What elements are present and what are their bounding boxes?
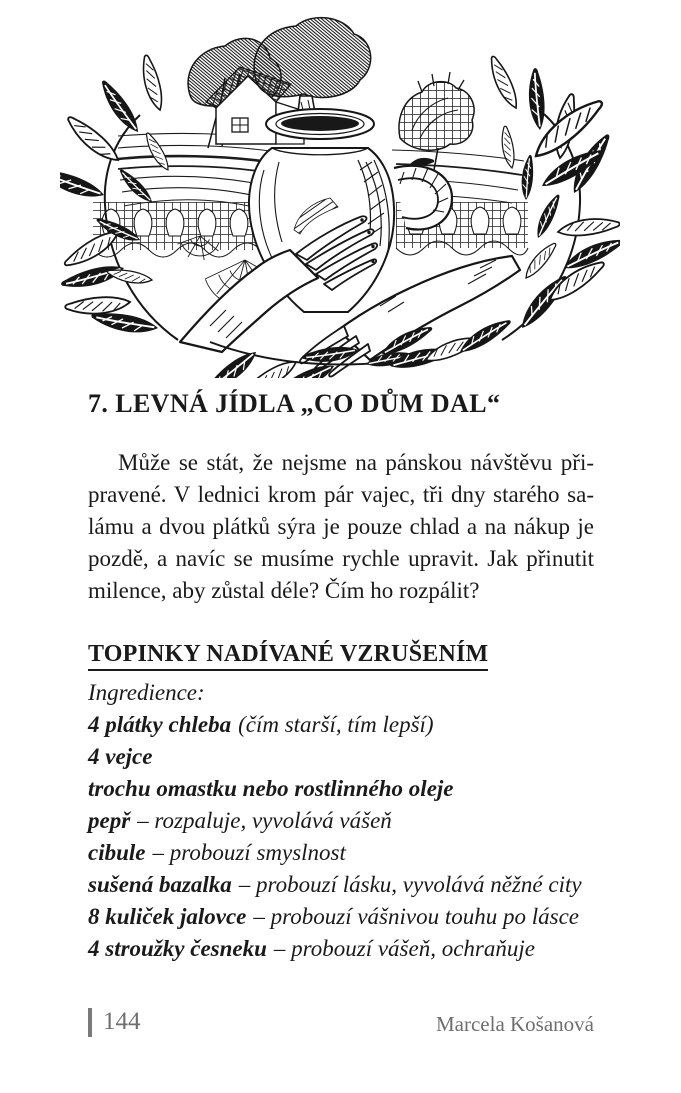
page-number [88,1007,141,1037]
recipe-title [88,641,600,668]
intro-paragraph [88,447,594,607]
ingredient-item: 4 stroužky česneku – probouzí vášeň, ochraňuje [88,936,535,961]
intro-line: lámu a dvou plátků sýra je pouze chlad a na nákup je [88,514,594,539]
artichoke [399,72,474,170]
ingredients-list [88,709,600,965]
chapter-illustration [60,10,620,378]
intro-line: pozdě, a navíc se musíme rychle upravit. Jak přinutit [88,546,594,571]
intro-line: Může se stát, že nejsme na pánskou návštěvu při- [118,450,594,475]
ingredient-item: cibule – probouzí smyslnost [88,840,346,865]
ingredient-item: sušená bazalka – probouzí lásku, vyvolává něžné city [88,872,582,897]
page-footer [88,1007,594,1039]
jug-and-wreath-drawing [60,10,620,378]
ingredient-item: 4 plátky chleba (čím starší, tím lepší) [88,712,434,737]
recipe-title-text: TOPINKY NADÍVANÉ VZRUŠENÍM [88,641,488,671]
ingredients-label: Ingredience: [88,680,205,705]
recipe-section [88,641,600,965]
intro-line: pravené. V lednici krom pár vajec, tři dny starého sa- [88,482,594,507]
intro-line: milence, aby zůstal déle? Čím ho rozpálit? [88,578,480,603]
author-name: Marcela Košanová [435,1012,594,1036]
ingredient-item: 4 vejce [88,744,153,769]
page-number-value: 144 [103,1008,141,1035]
ingredient-item: 8 kuliček jalovce – probouzí vášnivou touhu po lásce [88,904,579,929]
ingredient-item: trochu omastku nebo rostlinného oleje [88,776,454,801]
ingredient-item: pepř – rozpaluje, vyvolává vášeň [88,808,392,833]
laurel-branch-right [491,55,620,340]
chapter-heading: 7. LEVNÁ JÍDLA „CO DŮM DAL“ [88,389,501,418]
page-number-bar [88,1008,92,1037]
